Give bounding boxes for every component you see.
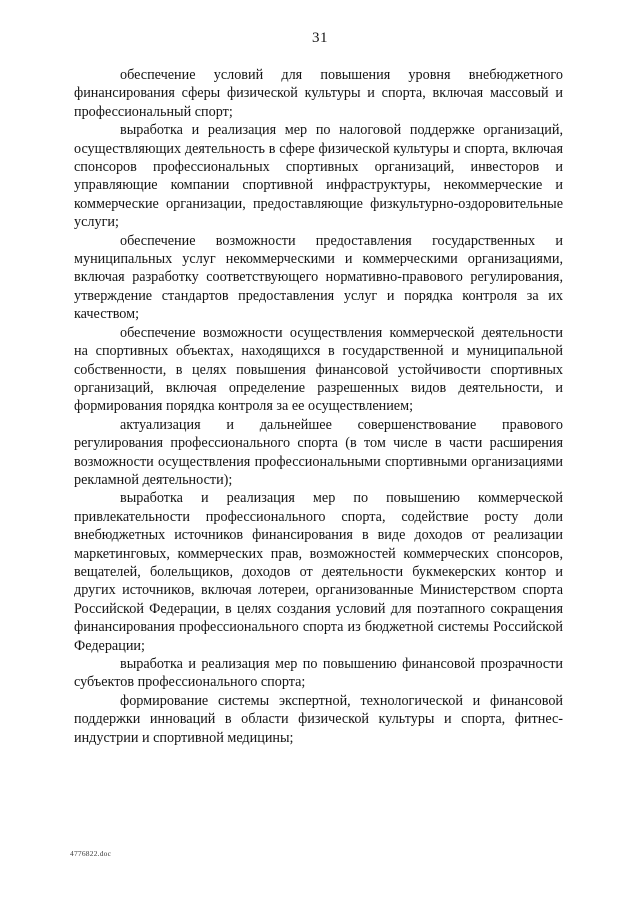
document-body <box>74 66 563 747</box>
paragraph: обеспечение условий для повышения уровня внебюджетного финансирования сферы физической культуры и спорта, включая массовый и профессиональный спорт; <box>74 67 563 120</box>
paragraph: актуализация и дальнейшее совершенствование правового регулирования профессионального спорта (в том числе в части расширения возможности осуществления профессиональными спортивными организациями рекламной деятельности); <box>74 416 563 488</box>
page-number: 31 <box>312 30 328 46</box>
paragraph: выработка и реализация мер по повышению финансовой прозрачности субъектов профессионального спорта; <box>74 656 563 691</box>
paragraph: выработка и реализация мер по налоговой поддержке организаций, осуществляющих деятельность в сфере физической культуры и спорта, включая спонсоров профессиональных спортивных организаций, инвесторов и управляющие компании спортивной инфраструктуры, некоммерческие и коммерческие организации, предоставляющие физкультурно-оздоровительные услуги; <box>74 122 563 231</box>
footer-filename: 4776822.doc <box>70 849 112 858</box>
paragraph: формирование системы экспертной, технологической и финансовой поддержки инноваций в области физической культуры и спорта, фитнес-индустрии и спортивной медицины; <box>74 692 563 746</box>
paragraph: обеспечение возможности осуществления коммерческой деятельности на спортивных объектах, находящихся в государственной и муниципальной собственности, в целях повышения финансовой устойчивости спортивных организаций, включая определение разрешенных видов деятельности, и формирования порядка контроля за ее осуществлением; <box>74 324 563 415</box>
paragraph: обеспечение возможности предоставления государственных и муниципальных услуг некоммерческими и коммерческими организациями, включая разработку соответствующего нормативно-правового регулирования, утверждение стандартов предоставления услуг и порядка контроля за их качеством; <box>74 232 563 323</box>
paragraph: выработка и реализация мер по повышению коммерческой привлекательности профессионального спорта, содействие росту доли внебюджетных источников финансирования в виде доходов от реализации маркетинговых, коммерческих прав, возможностей коммерческих спонсоров, вещателей, болельщиков, доходов от деятельности букмекерских контор и других источников, включая лотереи, организованные Министерством спорта Российской Федерации, в целях создания условий для поэтапного сокращения финансирования профессионального спорта из бюджетной системы Российской Федерации; <box>74 490 563 654</box>
